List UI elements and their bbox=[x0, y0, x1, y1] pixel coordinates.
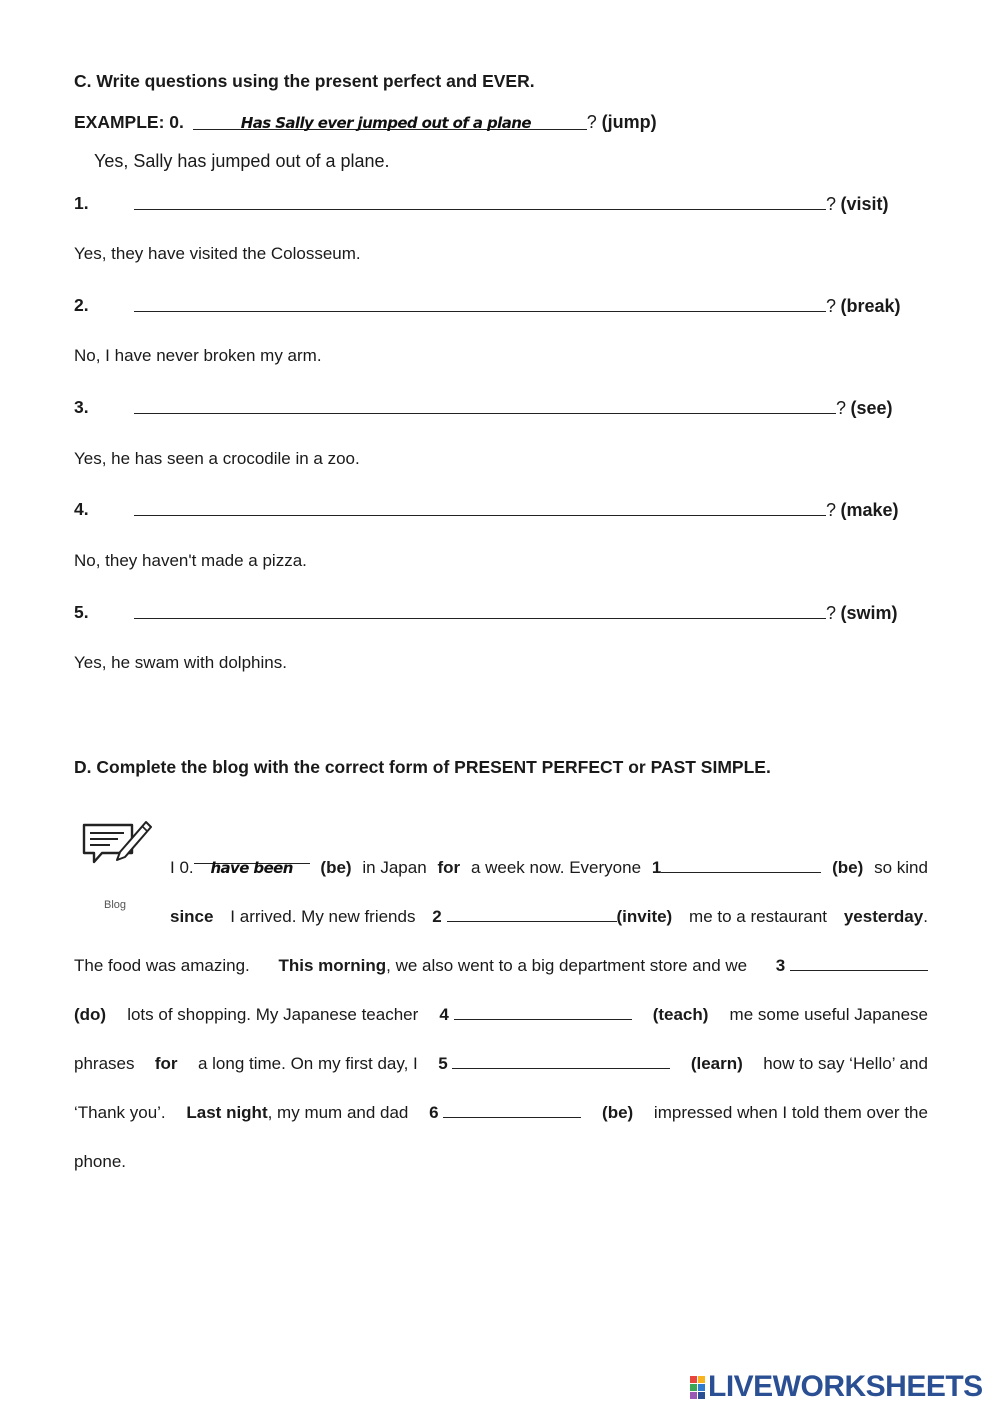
blog-text: , we also went to a big department store and we bbox=[386, 956, 748, 975]
question-5-number: 5. bbox=[74, 602, 89, 622]
logo-block bbox=[690, 1384, 697, 1391]
logo-block bbox=[690, 1376, 697, 1383]
example-handwritten-answer: Has Sally ever jumped out of a plane bbox=[240, 114, 531, 132]
verb-hint-6: (be) bbox=[602, 1103, 634, 1122]
blog-bold-text: for bbox=[437, 858, 461, 877]
blog-text: phrases bbox=[74, 1054, 135, 1073]
question-4-answer: No, they haven't made a pizza. bbox=[74, 551, 307, 570]
blank-6-number: 6 bbox=[429, 1103, 439, 1122]
question-5-input[interactable] bbox=[134, 601, 826, 619]
question-5-qmark: ? bbox=[826, 603, 837, 623]
question-1-input[interactable] bbox=[134, 192, 826, 210]
example-verb-hint: (jump) bbox=[601, 112, 657, 132]
example-answer-blank bbox=[193, 112, 587, 130]
question-4-input[interactable] bbox=[134, 498, 826, 516]
blog-line-6 bbox=[74, 1093, 928, 1142]
logo-blocks-icon bbox=[690, 1376, 705, 1399]
blog-bold-text: Last night bbox=[186, 1103, 268, 1122]
blog-text: I 0. bbox=[170, 858, 194, 877]
verb-hint-3: (do) bbox=[74, 1005, 107, 1024]
section-c-heading: C. Write questions using the present perfect and EVER. bbox=[74, 71, 535, 91]
logo-block bbox=[698, 1384, 705, 1391]
blog-line-1 bbox=[74, 848, 928, 897]
blog-text: The food was amazing. bbox=[74, 956, 250, 975]
question-2-answer: No, I have never broken my arm. bbox=[74, 346, 322, 365]
example-row bbox=[74, 112, 657, 133]
question-1-qmark: ? bbox=[826, 194, 837, 214]
verb-hint-4: (teach) bbox=[652, 1005, 709, 1024]
question-1-number: 1. bbox=[74, 193, 89, 213]
blank-4-input[interactable] bbox=[454, 1004, 632, 1020]
blog-text: in Japan bbox=[362, 858, 427, 877]
blank-4-number: 4 bbox=[439, 1005, 449, 1024]
question-5-answer: Yes, he swam with dolphins. bbox=[74, 653, 287, 672]
blog-text: so kind bbox=[874, 858, 928, 877]
blank-5-input[interactable] bbox=[452, 1053, 670, 1069]
blog-text: lots of shopping. My Japanese teacher bbox=[127, 1005, 419, 1024]
example-label: EXAMPLE: 0. bbox=[74, 112, 184, 132]
liveworksheets-logo bbox=[690, 1370, 983, 1404]
blog-bold-text: since bbox=[170, 907, 214, 926]
blog-text: me some useful Japanese bbox=[729, 1005, 928, 1024]
blog-icon-label: Blog bbox=[104, 899, 127, 911]
verb-hint-0: (be) bbox=[320, 858, 352, 877]
blog-line-7 bbox=[74, 1142, 928, 1191]
blank-3-number: 3 bbox=[775, 956, 786, 975]
question-2-row bbox=[134, 294, 901, 317]
blog-line-5 bbox=[74, 1044, 928, 1093]
blank-2-number: 2 bbox=[432, 907, 442, 926]
blank-1-number: 1 bbox=[651, 858, 662, 877]
question-5-verb-hint: (swim) bbox=[840, 603, 898, 623]
question-3-number: 3. bbox=[74, 397, 89, 417]
blog-text: . bbox=[923, 907, 928, 926]
blank-6-input[interactable] bbox=[443, 1102, 581, 1118]
question-5-row bbox=[134, 601, 897, 624]
question-4-qmark: ? bbox=[826, 500, 837, 520]
logo-block bbox=[690, 1392, 697, 1399]
question-1-row bbox=[134, 192, 888, 215]
blog-text: phone. bbox=[74, 1152, 126, 1171]
blog-line-4 bbox=[74, 995, 928, 1044]
blog-bold-text: for bbox=[154, 1054, 178, 1073]
question-2-input[interactable] bbox=[134, 294, 826, 312]
blog-line-2 bbox=[74, 897, 928, 946]
blog-text: ‘Thank you’. bbox=[74, 1103, 166, 1122]
section-d-heading: D. Complete the blog with the correct form of PRESENT PERFECT or PAST SIMPLE. bbox=[74, 757, 771, 777]
blog-text: , my mum and dad bbox=[267, 1103, 409, 1122]
verb-hint-1: (be) bbox=[832, 858, 864, 877]
question-4-verb-hint: (make) bbox=[840, 500, 899, 520]
question-3-answer: Yes, he has seen a crocodile in a zoo. bbox=[74, 449, 360, 468]
blog-line-3 bbox=[74, 946, 928, 995]
blog-bold-text: yesterday bbox=[843, 907, 924, 926]
logo-block bbox=[698, 1376, 705, 1383]
blog-text: I arrived. My new friends bbox=[230, 907, 416, 926]
question-2-qmark: ? bbox=[826, 296, 837, 316]
question-3-input[interactable] bbox=[134, 396, 836, 414]
verb-hint-2: (invite) bbox=[616, 907, 673, 926]
blog-text: me to a restaurant bbox=[689, 907, 828, 926]
question-1-verb-hint: (visit) bbox=[840, 194, 889, 214]
logo-block bbox=[698, 1392, 705, 1399]
blog-example-handwritten: have been bbox=[210, 859, 293, 877]
blank-3-input[interactable] bbox=[790, 955, 928, 971]
blank-5-number: 5 bbox=[438, 1054, 448, 1073]
blog-text: a long time. On my first day, I bbox=[197, 1054, 418, 1073]
logo-text: LIVEWORKSHEETS bbox=[708, 1370, 983, 1403]
question-3-verb-hint: (see) bbox=[850, 398, 893, 418]
question-2-verb-hint: (break) bbox=[840, 296, 901, 316]
blog-text: how to say ‘Hello’ and bbox=[763, 1054, 928, 1073]
question-2-number: 2. bbox=[74, 295, 89, 315]
blog-text: impressed when I told them over the bbox=[653, 1103, 928, 1122]
verb-hint-5: (learn) bbox=[690, 1054, 743, 1073]
question-1-answer: Yes, they have visited the Colosseum. bbox=[74, 244, 361, 263]
blog-bold-text: This morning bbox=[278, 956, 387, 975]
question-3-qmark: ? bbox=[836, 398, 847, 418]
blank-1-input[interactable] bbox=[661, 857, 821, 873]
question-4-number: 4. bbox=[74, 499, 89, 519]
blog-example-blank bbox=[194, 848, 310, 877]
example-answer-sentence: Yes, Sally has jumped out of a plane. bbox=[94, 151, 390, 171]
blog-text: a week now. Everyone bbox=[470, 858, 642, 877]
blank-2-input[interactable] bbox=[447, 906, 617, 922]
question-4-row bbox=[134, 498, 899, 521]
question-3-row bbox=[134, 396, 893, 419]
blog-paragraph bbox=[74, 848, 928, 1191]
example-qmark: ? bbox=[586, 112, 597, 132]
